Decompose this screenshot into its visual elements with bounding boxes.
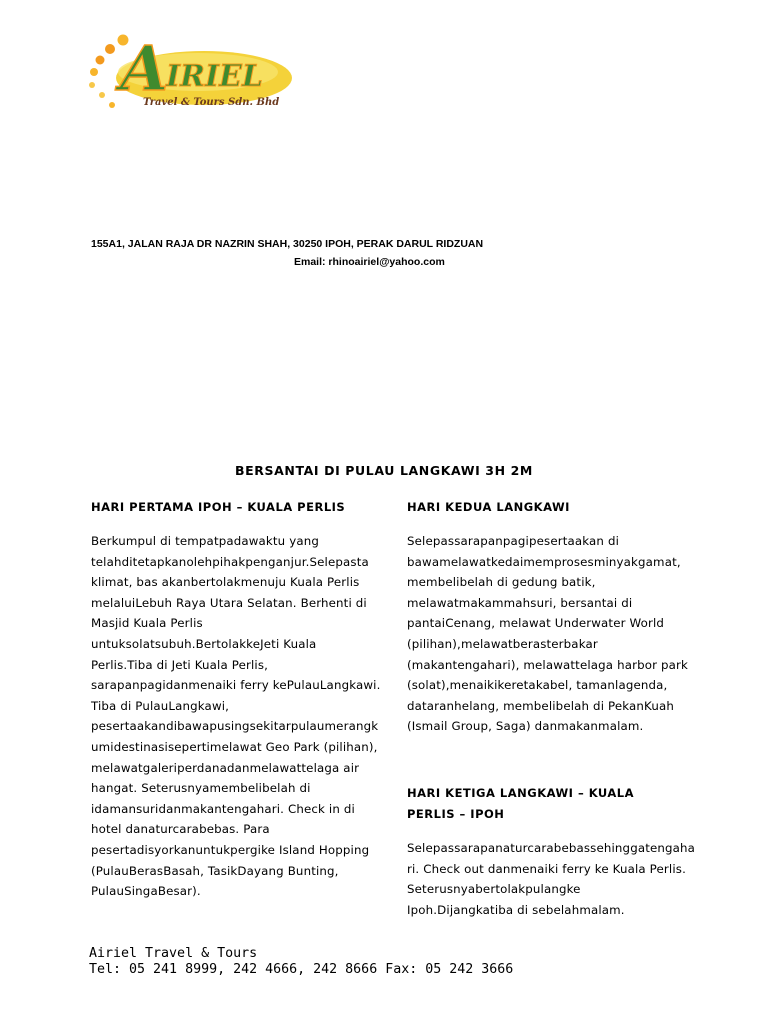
text-line: umidestinasisepertimelawat Geo Park (pilihan),	[91, 739, 378, 754]
text-line: PulauSingaBesar).	[91, 884, 201, 899]
logo-dot	[109, 102, 115, 108]
text-line: (PulauBerasBasah, TasikDayang Bunting,	[91, 863, 339, 878]
logo-dot	[90, 68, 98, 76]
text-line: pesertadisyorkanuntukpergike Island Hopping	[91, 842, 370, 857]
text-line: Berkumpul di tempatpadawaktu yang	[91, 534, 319, 548]
text-line: bawamelawatkedaimemprosesminyakgamat,	[407, 554, 681, 569]
text-line: dataranhelang, membelibelah di PekanKuah	[407, 698, 674, 713]
document-title: BERSANTAI DI PULAU LANGKAWI 3H 2M	[235, 463, 533, 478]
text-line: untuksolatsubuh.BertolakkeJeti Kuala	[91, 636, 317, 651]
text-line: Selepassarapanpagipesertaakan di	[407, 534, 620, 548]
logo-letters: IRIEL	[166, 59, 263, 94]
text-line: sarapanpagidanmenaiki ferry kePulauLangkawi.	[91, 678, 381, 693]
logo-dot	[96, 56, 105, 65]
text-line: (solat),menaikikeretakabel, tamanlagenda,	[407, 678, 668, 693]
text-line: Seterusnyabertolakpulangke	[407, 882, 581, 897]
company-address: 155A1, JALAN RAJA DR NAZRIN SHAH, 30250 IPOH, PERAK DARUL RIDZUAN	[91, 238, 484, 250]
text-line: klimat, bas akanbertolakmenuju Kuala Perlis	[91, 575, 360, 590]
day3-heading-line: HARI KETIGA LANGKAWI – KUALA	[407, 786, 635, 800]
day2-heading: HARI KEDUA LANGKAWI	[407, 500, 570, 514]
footer-contact: Tel: 05 241 8999, 242 4666, 242 8666 Fax: 05 242 3666	[89, 961, 514, 977]
text-line: hangat. Seterusnyamembelibelah di	[91, 781, 311, 796]
text-line: (pilihan),melawatberasterbakar	[407, 636, 598, 651]
text-line: pantaiCenang, melawat Underwater World	[407, 616, 665, 631]
day3-body	[407, 838, 695, 920]
day2-body	[407, 531, 688, 737]
text-line: melaluiLebuh Raya Utara Selatan. Berhenti di	[91, 595, 367, 610]
footer-company: Airiel Travel & Tours	[89, 946, 258, 961]
logo-dot	[89, 82, 95, 88]
text-line: melawatgaleriperdanadanmelawattelaga air	[91, 760, 360, 775]
text-line: (Ismail Group, Saga) danmakanmalam.	[407, 719, 644, 734]
logo-letter-a: A	[120, 32, 169, 105]
day1-body	[91, 531, 380, 902]
logo-dot	[105, 44, 115, 54]
text-line: telahditetapkanolehpihakpenganjur.Selepasta	[91, 554, 369, 569]
text-line: melawatmakammahsuri, bersantai di	[407, 595, 633, 610]
logo-dot	[99, 92, 105, 98]
text-line: pesertaakandibawapusingsekitarpulaumerangk	[91, 719, 379, 734]
page-footer	[89, 946, 513, 977]
text-line: Selepassarapanaturcarabebassehinggatengaha	[407, 841, 696, 855]
text-line: Ipoh.Dijangkatiba di sebelahmalam.	[407, 902, 625, 917]
text-line: ri. Check out danmenaiki ferry ke Kuala Perlis.	[407, 861, 686, 876]
day1-heading: HARI PERTAMA IPOH – KUALA PERLIS	[91, 500, 346, 514]
text-line: Perlis.Tiba di Jeti Kuala Perlis,	[91, 657, 269, 672]
text-line: Masjid Kuala Perlis	[91, 616, 203, 631]
text-line: hotel danaturcarabebas. Para	[91, 822, 270, 837]
text-line: (makantengahari), melawattelaga harbor park	[407, 657, 688, 672]
text-line: idamansuridanmakantengahari. Check in di	[91, 801, 355, 816]
day3-heading-line: PERLIS – IPOH	[407, 807, 505, 821]
logo-tagline: Travel & Tours Sdn. Bhd	[143, 97, 280, 108]
day3-heading	[407, 783, 634, 825]
text-line: membelibelah di gedung batik,	[407, 575, 596, 590]
text-line: Tiba di PulauLangkawi,	[91, 698, 230, 713]
company-email: Email: rhinoairiel@yahoo.com	[294, 256, 445, 268]
